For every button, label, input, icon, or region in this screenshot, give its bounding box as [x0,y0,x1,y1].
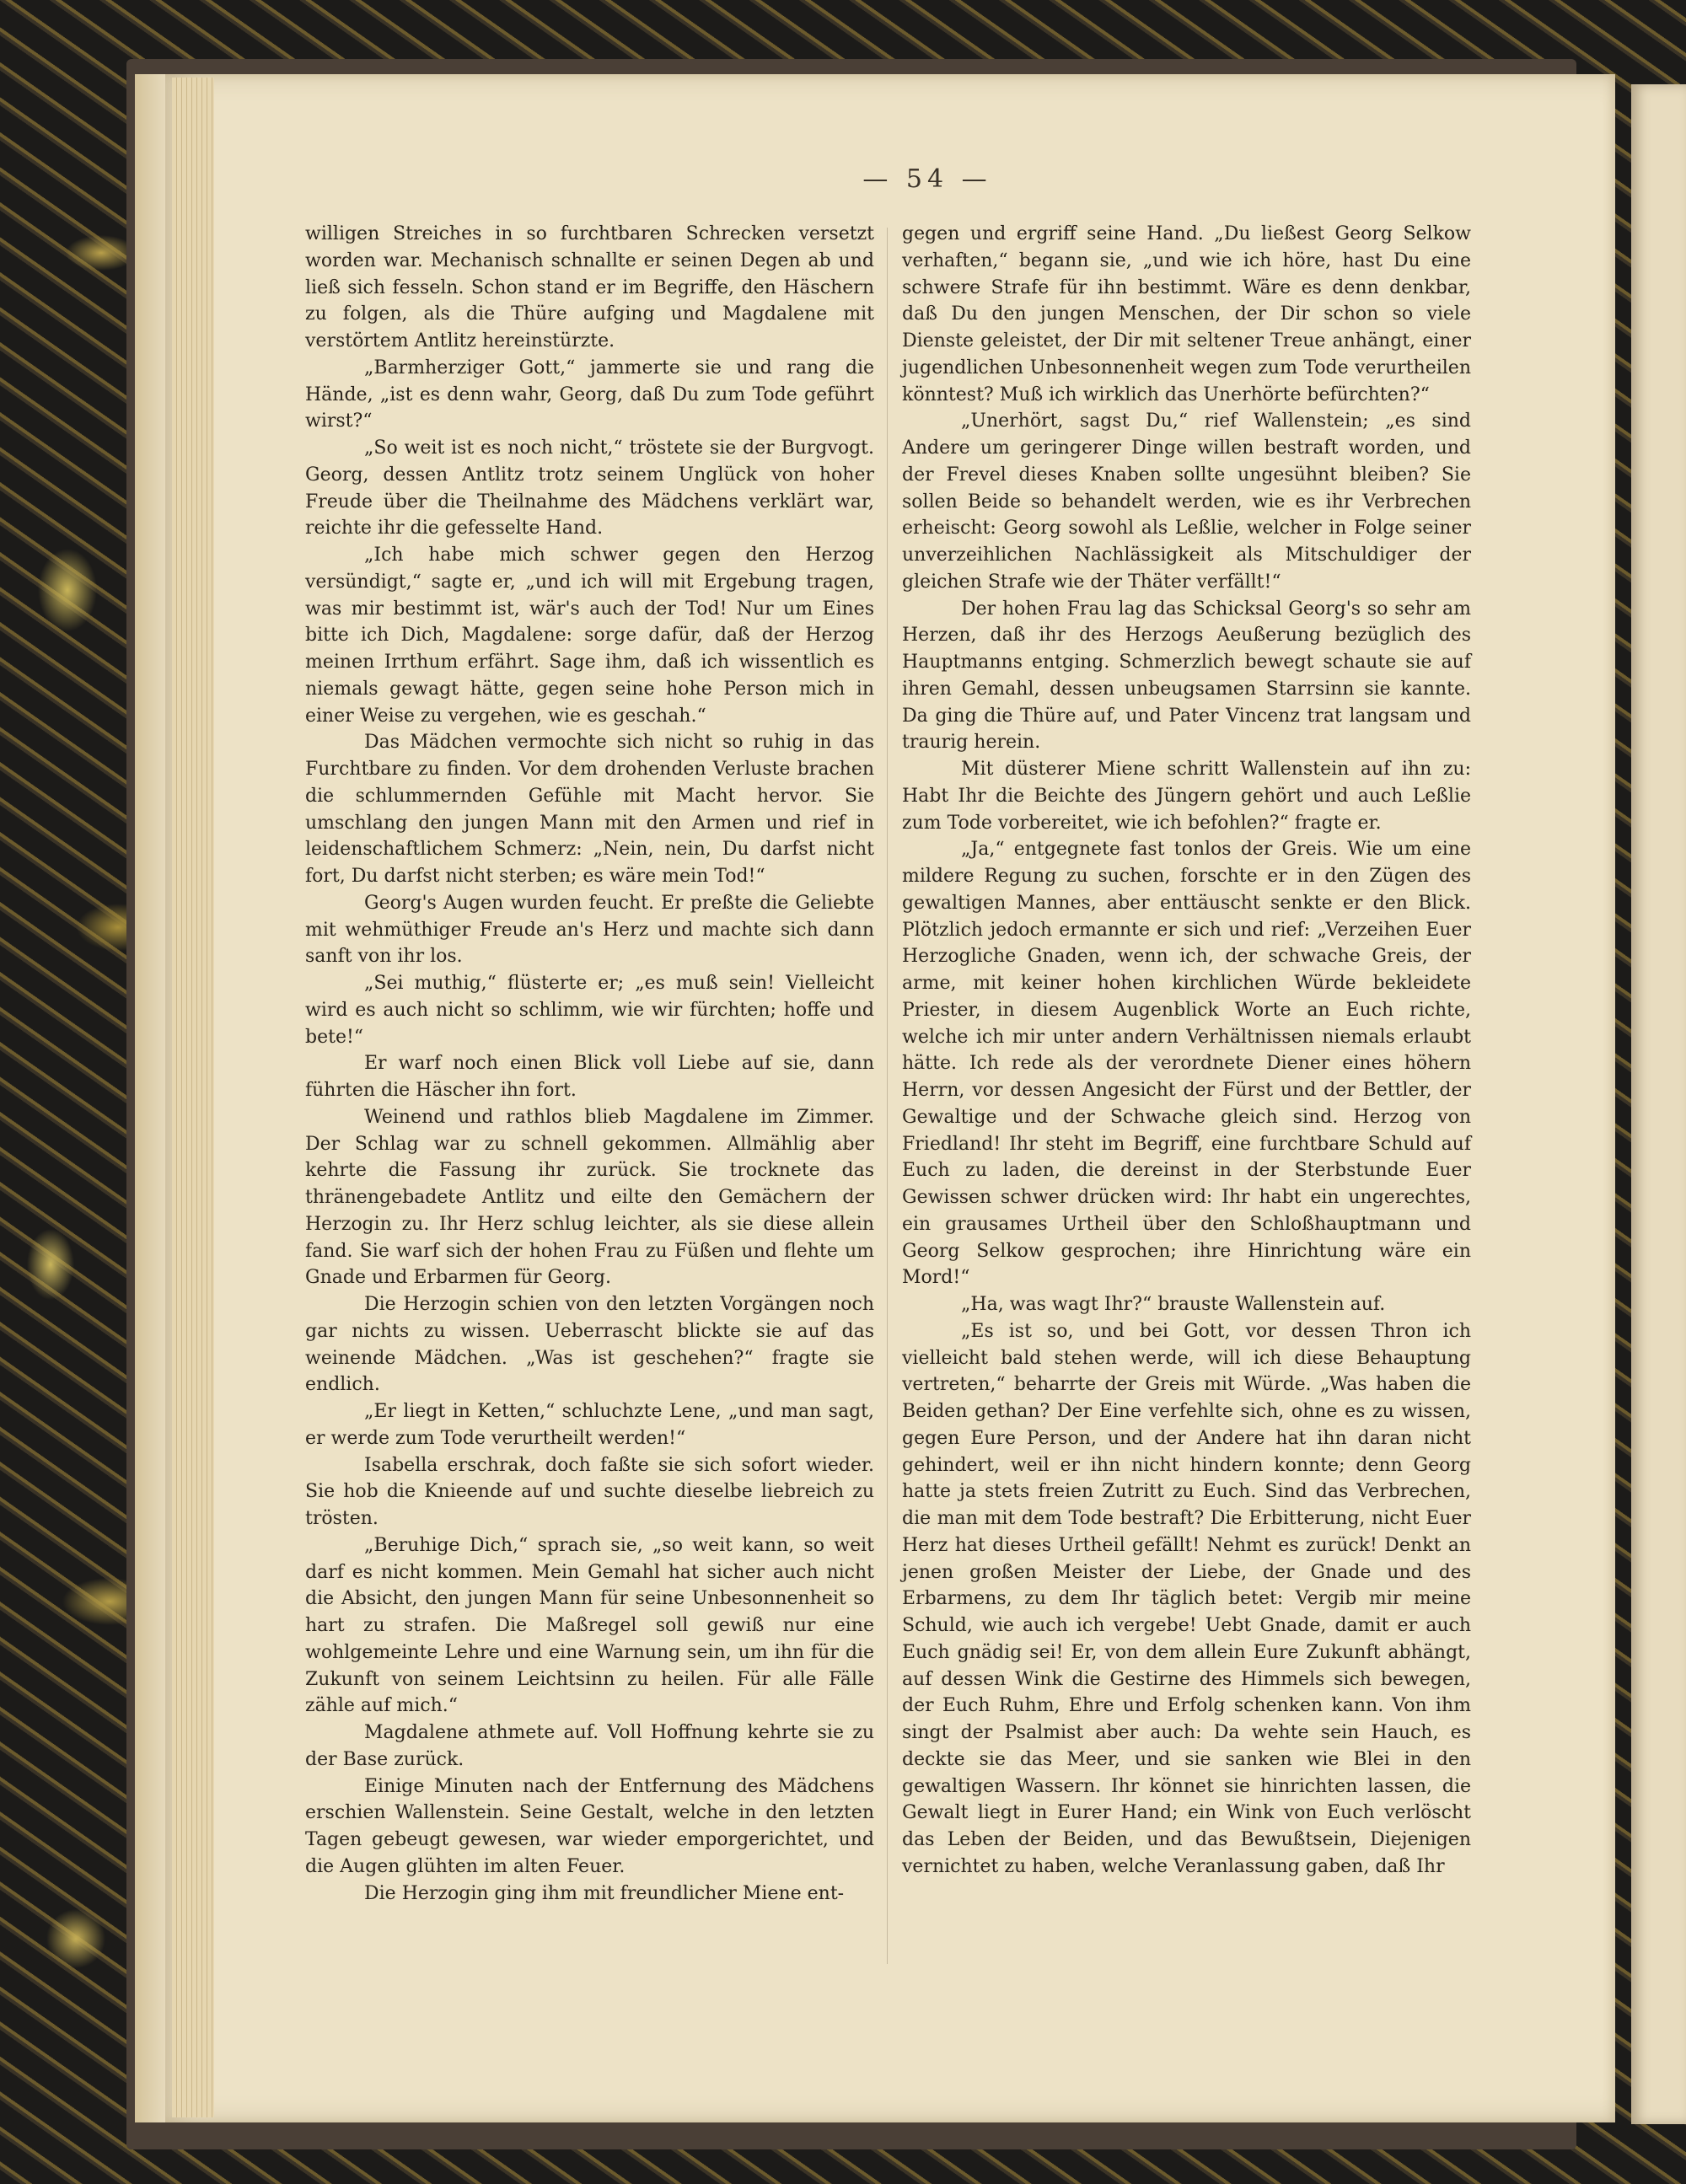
paragraph: „Ja,“ entgegnete fast tonlos der Greis. Wie um eine mildere Regung zu suchen, forschte er in den Zügen des gewaltigen Mannes, aber enttäuscht senkte er den Blick. Plötzlich jedoch ermannte er sich und rief: „Verzeihen Euer Herzogliche Gnaden, wenn ich, der schwache Greis, der arme, mit keiner hohen kirchlichen Würde bekleidete Priester, in diesem Augenblick Worte an Euch richte, welche ich mir unter andern Verhältnissen niemals erlaubt hätte. Ich rede als der verordnete Diener eines höhern Herrn, vor dessen Angesicht der Fürst und der Bettler, der Gewaltige und der Schwache gleich sind. Herzog von Friedland! Ihr steht im Begriff, eine furchtbare Schuld auf Euch zu laden, die dereinst in der Sterbstunde Euer Gewissen schwer drücken wird: Ihr habt ein ungerechtes, ein grausames Urtheil über den Schloßhauptmann und Georg Selkow gesprochen; ihre Hinrichtung wäre ein Mord!“ [902,839,1471,1289]
left-text-column [305,221,874,1907]
paragraph: willigen Streiches in so furchtbaren Schrecken versetzt worden war. Mechanisch schnallte er seinen Degen ab und ließ sich fesseln. Schon stand er im Begriffe, den Häschern zu folgen, als die Thüre aufging und Magdalene mit verstörtem Antlitz hereinstürzte. [305,223,874,351]
paragraph: Isabella erschrak, doch faßte sie sich sofort wieder. Sie hob die Knieende auf und suchte dieselbe liebreich zu trösten. [305,1454,874,1529]
page-stack-edges [172,78,214,2117]
paragraph: „Ich habe mich schwer gegen den Herzog versündigt,“ sagte er, „und ich will mit Ergebung tragen, was mir bestimmt ist, wär's auch der Tod! Nur um Eines bitte ich Dich, Magdalene: sorge dafür, daß der Herzog meinen Irrthum erfährt. Sage ihm, daß ich wissentlich es niemals gewagt hätte, gegen seine hohe Person mich in einer Weise zu vergehen, wie es geschah.“ [305,545,874,727]
paragraph: Georg's Augen wurden feucht. Er preßte die Geliebte mit wehmüthiger Freude an's Herz und machte sich dann sanft von ihr los. [305,892,874,968]
paragraph: „Es ist so, und bei Gott, vor dessen Thron ich vielleicht bald stehen werde, will ich diese Behauptung vertreten,“ beharrte der Greis mit Würde. „Was haben die Beiden gethan? Der Eine verfehlte sich, ohne es zu wissen, gegen Eure Person, und der Andere hat ihn daran nicht gehindert, weil er ihn nicht hindern konnte; denn Georg hatte ja stets freien Zutritt zu Euch. Sind das Verbrechen, die man mit dem Tode bestraft? Die Erbitterung, nicht Euer Herz hat dieses Urtheil gefällt! Nehmt es zurück! Denkt an jenen großen Meister der Liebe, der Gnade und des Erbarmens, zu dem Ihr täglich betet: Vergib mir meine Schuld, wie auch ich vergebe! Uebt Gnade, damit er auch Euch gnädig sei! Er, von dem allein Eure Zukunft abhängt, auf dessen Wink die Gestirne des Himmels sich bewegen, der Euch Ruhm, Ehre und Erfolg schenken kann. Von ihm singt der Psalmist aber auch: Da wehte sein Hauch, es deckte sie das Meer, und sie sanken wie Blei in den gewaltigen Wassern. Ihr könnet sie hinrichten lassen, die Gewalt liegt in Eurer Hand; ein Wink von Euch verlöscht das Leben der Beiden, und das Bewußtsein, Diejenigen vernichtet zu haben, welche Veranlassung gaben, daß Ihr [902,1320,1471,1877]
paragraph: „Er liegt in Ketten,“ schluchzte Lene, „und man sagt, er werde zum Tode verurtheilt werden!“ [305,1401,874,1449]
right-text-column [902,221,1471,1881]
paragraph: „Barmherziger Gott,“ jammerte sie und rang die Hände, „ist es denn wahr, Georg, daß Du zum Tode geführt wirst?“ [305,357,874,432]
paragraph: Mit düsterer Miene schritt Wallenstein auf ihn zu: Habt Ihr die Beichte des Jüngern gehört und auch Leßlie zum Tode vorbereitet, wie ich befohlen?“ fragte er. [902,759,1471,834]
paragraph: Er warf noch einen Blick voll Liebe auf sie, dann führten die Häscher ihn fort. [305,1053,874,1101]
paragraph: Die Herzogin ging ihm mit freundlicher Miene ent- [364,1882,845,1904]
paragraph: Einige Minuten nach der Entfernung des Mädchens erschien Wallenstein. Seine Gestalt, welche in den letzten Tagen gebeugt gewesen, war wieder emporgerichtet, und die Augen glühten im alten Feuer. [305,1775,874,1877]
paragraph: Weinend und rathlos blieb Magdalene im Zimmer. Der Schlag war zu schnell gekommen. Allmählig aber kehrte die Fassung ihr zurück. Sie trocknete das thränengebadete Antlitz und eilte den Gemächern der Herzogin zu. Ihr Herz schlug leichter, als sie diese allein fand. Sie warf sich der hohen Frau zu Füßen und flehte um Gnade und Erbarmen für Georg. [305,1106,874,1289]
column-divider [887,228,888,1964]
paragraph: „Beruhige Dich,“ sprach sie, „so weit kann, so weit darf es nicht kommen. Mein Gemahl hat sicher auch nicht die Absicht, den jungen Mann für seine Unbesonnenheit so hart zu strafen. Die Maßregel soll gewiß nur eine wohlgemeinte Lehre und eine Warnung sein, um ihn für die Zukunft von seinem Leichtsinn zu heilen. Für alle Fälle zähle auf mich.“ [305,1534,874,1717]
facing-page-edge [1631,84,1686,2124]
paragraph: „Ha, was wagt Ihr?“ brauste Wallenstein auf. [961,1294,1386,1315]
paragraph: „So weit ist es noch nicht,“ tröstete sie der Burgvogt. Georg, dessen Antlitz trotz seinem Unglück von hoher Freude über die Theilnahme des Mädchens verklärt war, reichte ihr die gefesselte Hand. [305,437,874,539]
paragraph: Die Herzogin schien von den letzten Vorgängen noch gar nichts zu wissen. Ueberrascht blickte sie auf das weinende Mädchen. „Was ist geschehen?“ fragte sie endlich. [305,1294,874,1396]
paragraph: Das Mädchen vermochte sich nicht so ruhig in das Furchtbare zu finden. Vor dem drohenden Verluste brachen die schlummernden Gefühle mit Macht hervor. Sie umschlang den jungen Mann mit den Armen und rief in leidenschaftlichem Schmerz: „Nein, nein, Du darfst nicht fort, Du darfst nicht sterben; es wäre mein Tod!“ [305,732,874,887]
paragraph: Magdalene athmete auf. Voll Hoffnung kehrte sie zu der Base zurück. [305,1722,874,1770]
paragraph: „Unerhört, sagst Du,“ rief Wallenstein; „es sind Andere um geringerer Dinge willen bestraft worden, und der Frevel dieses Knaben sollte ungesühnt bleiben? Sie sollen Beide so behandelt werden, wie es ihr Verbrechen erheischt: Georg sowohl als Leßlie, welcher in Folge seiner unverzeihlichen Nachlässigkeit als Mitschuldiger der gleichen Strafe wie der Thäter verfällt!“ [902,411,1471,593]
page-number: — 54 — [862,164,992,194]
paragraph: Der hohen Frau lag das Schicksal Georg's so sehr am Herzen, daß ihr des Herzogs Aeußerung bezüglich des Hauptmanns entging. Schmerzlich bewegt schaute sie auf ihren Gemahl, dessen unbeugsamen Starrsinn sie kannte. Da ging die Thüre auf, und Pater Vincenz trat langsam und traurig herein. [902,598,1471,754]
paragraph: gegen und ergriff seine Hand. „Du ließest Georg Selkow verhaften,“ begann sie, „und wie ich höre, hast Du eine schwere Strafe für ihn bestimmt. Wäre es denn denkbar, daß Du den jungen Menschen, der Dir schon so viele Dienste geleistet, der Dir mit seltener Treue anhängt, einer jugendlichen Unbesonnenheit wegen zum Tode verurtheilen könntest? Muß ich wirklich das Unerhörte befürchten?“ [902,223,1471,405]
paragraph: „Sei muthig,“ flüsterte er; „es muß sein! Vielleicht wird es auch nicht so schlimm, wie wir fürchten; hoffe und bete!“ [305,973,874,1048]
book-spine [135,74,169,2122]
